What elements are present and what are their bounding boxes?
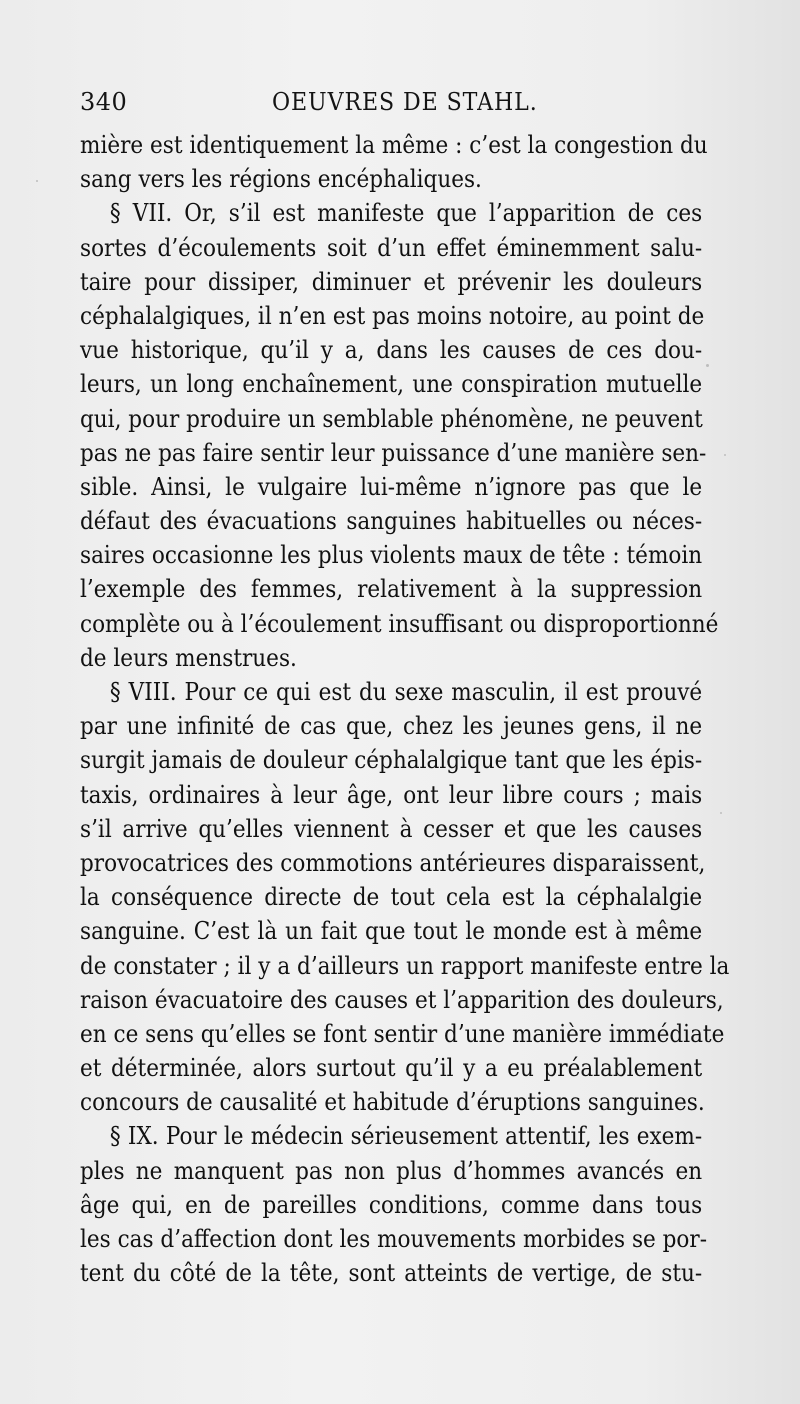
text-line: ples ne manquent pas non plus d’hommes avancés en bbox=[80, 1155, 703, 1185]
text-line: mière est identiquement la même : c’est la congestion du bbox=[80, 130, 708, 159]
text-line: sortes d’écoulements soit d’un effet éminemment salu- bbox=[80, 232, 703, 262]
page-number: 340 bbox=[80, 88, 128, 116]
body-text bbox=[80, 128, 730, 1290]
text-line: concours de causalité et habitude d’éruptions sanguines. bbox=[80, 1087, 705, 1117]
text-line: taire pour dissiper, diminuer et prévenir les douleurs bbox=[80, 266, 703, 296]
text-line: provocatrices des commotions antérieures disparaissent, bbox=[80, 847, 706, 877]
paper-speck bbox=[36, 180, 38, 182]
text-line: qui, pour produire un semblable phénomène, ne peuvent bbox=[80, 403, 703, 433]
text-line: défaut des évacuations sanguines habituelles ou néces- bbox=[80, 506, 703, 536]
text-line: de leurs menstrues. bbox=[80, 642, 297, 672]
section-start-line: § VII. Or, s’il est manifeste que l’apparition de ces bbox=[109, 198, 703, 228]
text-line: par une infinité de cas que, chez les jeunes gens, il ne bbox=[80, 711, 703, 741]
text-line: pas ne pas faire sentir leur puissance d’une manière sen- bbox=[80, 437, 707, 467]
text-line: la conséquence directe de tout cela est la céphalalgie bbox=[80, 882, 703, 912]
paper-speck bbox=[724, 454, 726, 456]
text-line: leurs, un long enchaînement, une conspiration mutuelle bbox=[80, 369, 703, 399]
text-line: vue historique, qu’il y a, dans les causes de ces dou- bbox=[80, 335, 703, 365]
text-line: âge qui, en de pareilles conditions, comme dans tous bbox=[80, 1189, 703, 1219]
text-line: raison évacuatoire des causes et l’apparition des douleurs, bbox=[80, 984, 724, 1014]
text-line: saires occasionne les plus violents maux de tête : témoin bbox=[80, 540, 703, 570]
section-start-line: § IX. Pour le médecin sérieusement attentif, les exem- bbox=[109, 1121, 703, 1151]
text-line: taxis, ordinaires à leur âge, ont leur libre cours ; mais bbox=[80, 779, 703, 809]
paper-speck bbox=[720, 812, 722, 814]
text-line: les cas d’affection dont les mouvements morbides se por- bbox=[80, 1224, 707, 1253]
text-line: sang vers les régions encéphaliques. bbox=[80, 164, 482, 194]
text-line: s’il arrive qu’elles viennent à cesser et que les causes bbox=[80, 813, 703, 843]
text-line: complète ou à l’écoulement insuffisant ou disproportionné bbox=[80, 608, 719, 638]
paper-speck bbox=[706, 364, 709, 367]
text-line: tent du côté de la tête, sont atteints de vertige, de stu- bbox=[80, 1258, 703, 1288]
running-title: OEUVRES DE STAHL. bbox=[272, 88, 538, 116]
text-line: en ce sens qu’elles se font sentir d’une manière immédiate bbox=[80, 1018, 725, 1048]
text-line: surgit jamais de douleur céphalalgique tant que les épis- bbox=[80, 745, 703, 775]
text-line: et déterminée, alors surtout qu’il y a eu préalablement bbox=[80, 1053, 703, 1083]
text-line: de constater ; il y a d’ailleurs un rapport manifeste entre la bbox=[80, 950, 730, 980]
text-line: sanguine. C’est là un fait que tout le monde est à même bbox=[80, 916, 703, 946]
text-line: l’exemple des femmes, relativement à la suppression bbox=[80, 574, 703, 604]
text-line: céphalalgiques, il n’en est pas moins notoire, au point de bbox=[80, 300, 705, 330]
running-head bbox=[80, 88, 700, 122]
text-line: sible. Ainsi, le vulgaire lui-même n’ignore pas que le bbox=[80, 471, 703, 501]
section-start-line: § VIII. Pour ce qui est du sexe masculin, il est prouvé bbox=[109, 677, 703, 706]
